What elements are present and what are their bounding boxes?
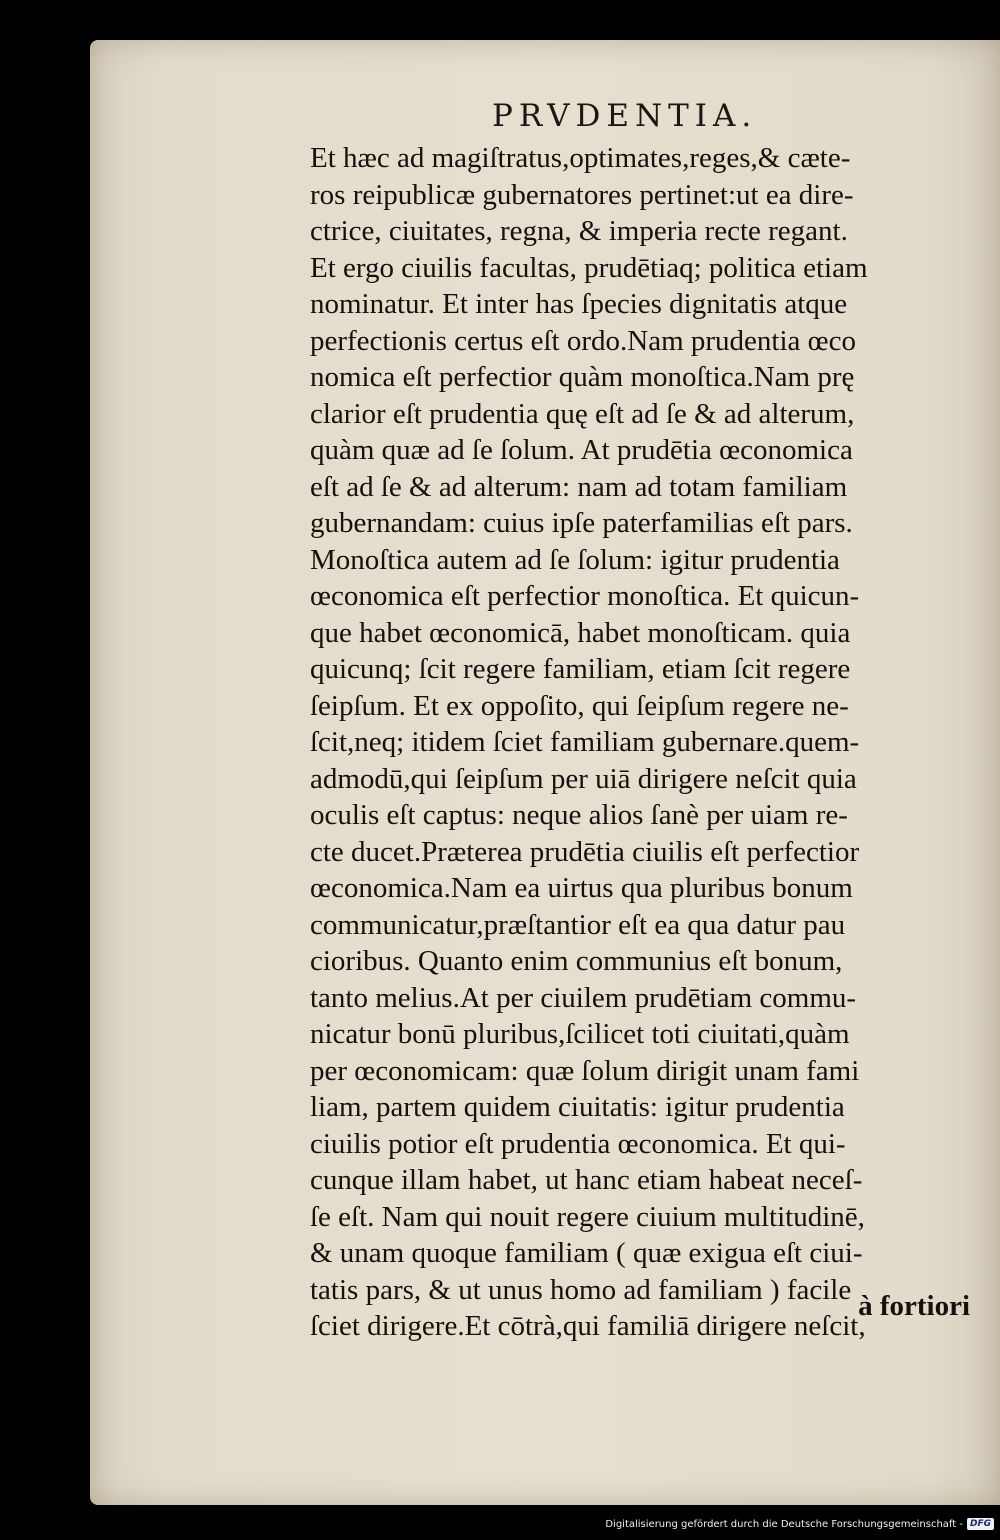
text-line: tanto melius.At per ciuilem prudētiam commu- bbox=[310, 981, 857, 1014]
text-line: cte ducet.Præterea prudētia ciuilis eſt perfectior bbox=[310, 835, 860, 868]
text-line: quàm quæ ad ſe ſolum. At prudētia œconomica bbox=[310, 434, 853, 466]
text-line: tatis pars, & ut unus homo ad familiam ) facile bbox=[310, 1273, 852, 1306]
text-line: cioribus. Quanto enim communius eſt bonum, bbox=[310, 945, 843, 977]
text-line: Et ergo ciuilis facultas, prudētiaq; politica etiam bbox=[310, 251, 868, 284]
text-line: ros reipublicæ gubernatores pertinet:ut ea dire- bbox=[310, 178, 854, 211]
text-line: ciuilis potior eſt prudentia œconomica. Et qui- bbox=[310, 1127, 846, 1160]
body-text bbox=[310, 140, 990, 1345]
text-line: communicatur,præſtantior eſt ea qua datur pau bbox=[310, 908, 846, 941]
text-line: Et hæc ad magiſtratus,optimates,reges,& cæte- bbox=[310, 142, 851, 174]
text-line: nomica eſt perfectior quàm monoſtica.Nam prę bbox=[310, 361, 855, 393]
catchword: à fortiori bbox=[858, 1290, 970, 1322]
text-line: ſciet dirigere.Et cōtrà,qui familiā dirigere neſcit, bbox=[310, 1310, 866, 1342]
text-line: admodū,qui ſeipſum per uiā dirigere neſcit quia bbox=[310, 762, 857, 795]
text-line: cunque illam habet, ut hanc etiam habeat neceſ- bbox=[310, 1164, 863, 1196]
text-line: gubernandam: cuius ipſe paterfamilias eſt pars. bbox=[310, 507, 853, 539]
text-line: ſcit,neq; itidem ſciet familiam gubernare.quem- bbox=[310, 726, 860, 758]
text-line: œconomica eſt perfectior monoſtica. Et quicun- bbox=[310, 580, 860, 612]
text-line: nicatur bonū pluribus,ſcilicet toti ciuitati,quàm bbox=[310, 1018, 850, 1050]
text-line: eſt ad ſe & ad alterum: nam ad totam familiam bbox=[310, 470, 848, 503]
text-line: perfectionis certus eſt ordo.Nam prudentia œco bbox=[310, 324, 856, 357]
text-line: nominatur. Et inter has ſpecies dignitatis atque bbox=[310, 288, 848, 320]
footer bbox=[605, 1514, 994, 1534]
text-line: ſeipſum. Et ex oppoſito, qui ſeipſum regere ne- bbox=[310, 689, 849, 722]
text-line: clarior eſt prudentia quę eſt ad ſe & ad alterum, bbox=[310, 397, 855, 430]
text-line: que habet œconomicā, habet monoſticam. quia bbox=[310, 616, 851, 649]
text-line: liam, partem quidem ciuitatis: igitur prudentia bbox=[310, 1091, 845, 1123]
dfg-logo: DFG bbox=[967, 1518, 994, 1530]
text-line: & unam quoque familiam ( quæ exigua eſt ciui- bbox=[310, 1237, 863, 1269]
running-head: PRVDENTIA. bbox=[492, 98, 758, 134]
funding-credit: Digitalisierung gefördert durch die Deutsche Forschungsgemeinschaft - bbox=[605, 1518, 963, 1530]
text-line: œconomica.Nam ea uirtus qua pluribus bonum bbox=[310, 872, 853, 904]
text-line: Monoſtica autem ad ſe ſolum: igitur prudentia bbox=[310, 543, 840, 576]
text-line: ſe eſt. Nam qui nouit regere ciuium multitudinē, bbox=[310, 1200, 865, 1233]
text-line: oculis eſt captus: neque alios ſanè per uiam re- bbox=[310, 799, 848, 831]
text-line: per œconomicam: quæ ſolum dirigit unam fami bbox=[310, 1054, 860, 1087]
text-line: quicunq; ſcit regere familiam, etiam ſcit regere bbox=[310, 653, 851, 685]
text-line: ctrice, ciuitates, regna, & imperia recte regant. bbox=[310, 215, 848, 247]
